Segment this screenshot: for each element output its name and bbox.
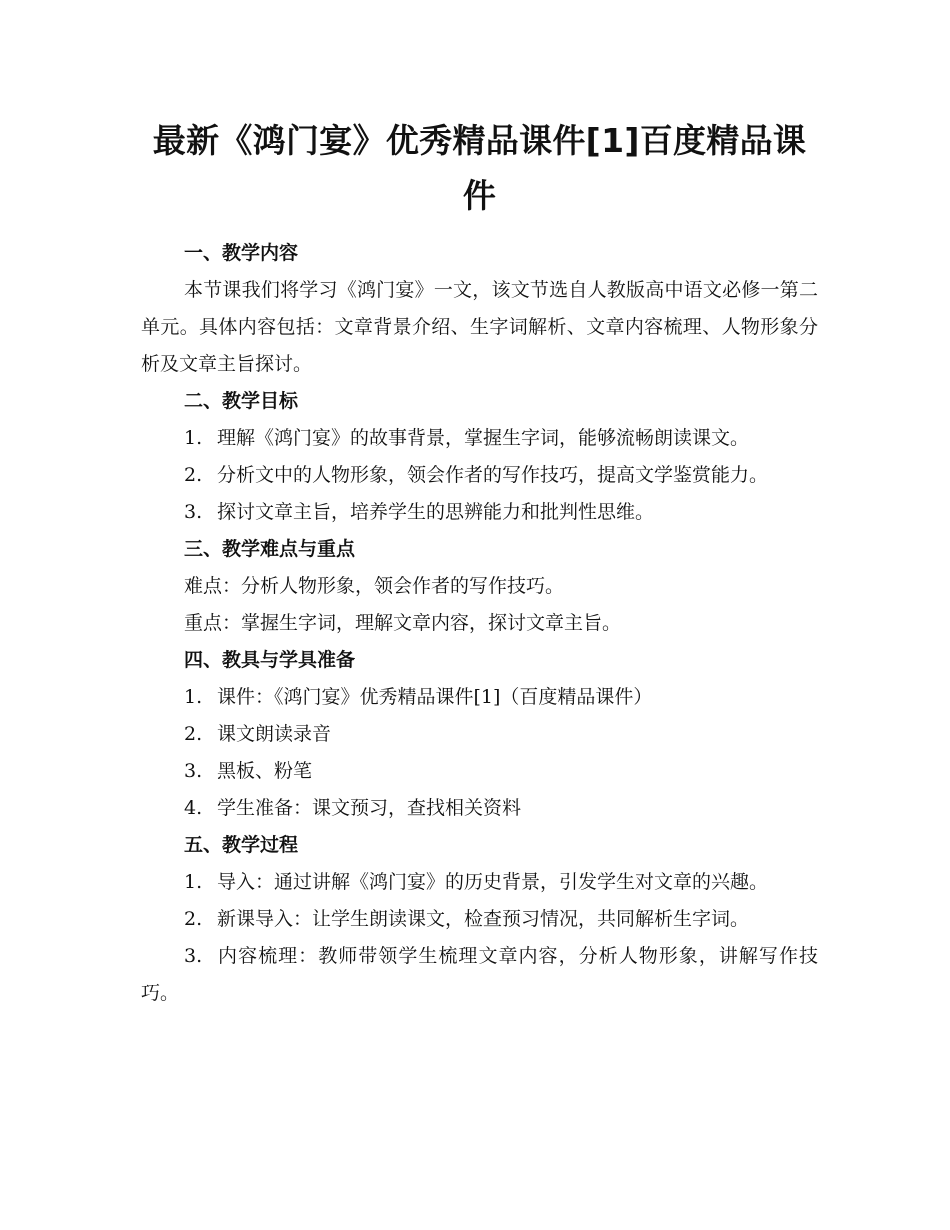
list-text: 课文朗读录音	[217, 723, 332, 745]
list-item	[141, 901, 818, 938]
list-item	[141, 679, 818, 716]
section-difficulties-and-key-points	[141, 531, 818, 642]
section-teaching-goals	[141, 383, 818, 531]
section-heading: 四、教具与学具准备	[184, 649, 356, 671]
list-number: 1.	[184, 686, 203, 708]
list-item	[141, 753, 818, 790]
list-number: 1.	[184, 427, 203, 449]
list-number: 3.	[184, 760, 203, 782]
paragraph: 本节课我们将学习《鸿门宴》一文，该文节选自人教版高中语文必修一第二单元。具体内容包括：文章背景介绍、生字词解析、文章内容梳理、人物形象分析及文章主旨探讨。	[141, 279, 818, 375]
list-text: 内容梳理：教师带领学生梳理文章内容，分析人物形象，讲解写作技巧。	[141, 945, 818, 1004]
list-item	[141, 420, 818, 457]
section-heading: 一、教学内容	[184, 242, 299, 264]
section-teaching-content	[141, 235, 818, 383]
list-text: 导入：通过讲解《鸿门宴》的历史背景，引发学生对文章的兴趣。	[217, 871, 769, 893]
list-number: 2.	[184, 464, 203, 486]
list-number: 3.	[184, 501, 203, 523]
list-number: 4.	[184, 797, 203, 819]
list-item	[141, 790, 818, 827]
section-heading: 五、教学过程	[184, 834, 299, 856]
list-item	[141, 457, 818, 494]
list-item	[141, 494, 818, 531]
list-text: 黑板、粉笔	[217, 760, 313, 782]
list-item	[141, 864, 818, 901]
list-number: 2.	[184, 723, 203, 745]
paragraph: 难点：分析人物形象，领会作者的写作技巧。	[184, 575, 565, 597]
section-heading: 三、教学难点与重点	[184, 538, 356, 560]
list-number: 1.	[184, 871, 203, 893]
section-teaching-process	[141, 827, 818, 1012]
list-text: 新课导入：让学生朗读课文，检查预习情况，共同解析生字词。	[217, 908, 750, 930]
paragraph: 重点：掌握生字词，理解文章内容，探讨文章主旨。	[184, 612, 622, 634]
list-number: 2.	[184, 908, 203, 930]
section-teaching-aids	[141, 642, 818, 827]
list-number: 3.	[184, 945, 203, 967]
list-item	[141, 938, 818, 1012]
document-title: 最新《鸿门宴》优秀精品课件[1]百度精品课件	[152, 121, 807, 215]
list-text: 分析文中的人物形象，领会作者的写作技巧，提高文学鉴赏能力。	[217, 464, 769, 486]
list-text: 理解《鸿门宴》的故事背景，掌握生字词，能够流畅朗读课文。	[217, 427, 750, 449]
section-heading: 二、教学目标	[184, 390, 299, 412]
list-text: 学生准备：课文预习，查找相关资料	[217, 797, 522, 819]
list-text: 探讨文章主旨，培养学生的思辨能力和批判性思维。	[217, 501, 655, 523]
list-item	[141, 716, 818, 753]
list-text: 课件：《鸿门宴》优秀精品课件[1]（百度精品课件）	[217, 686, 653, 708]
